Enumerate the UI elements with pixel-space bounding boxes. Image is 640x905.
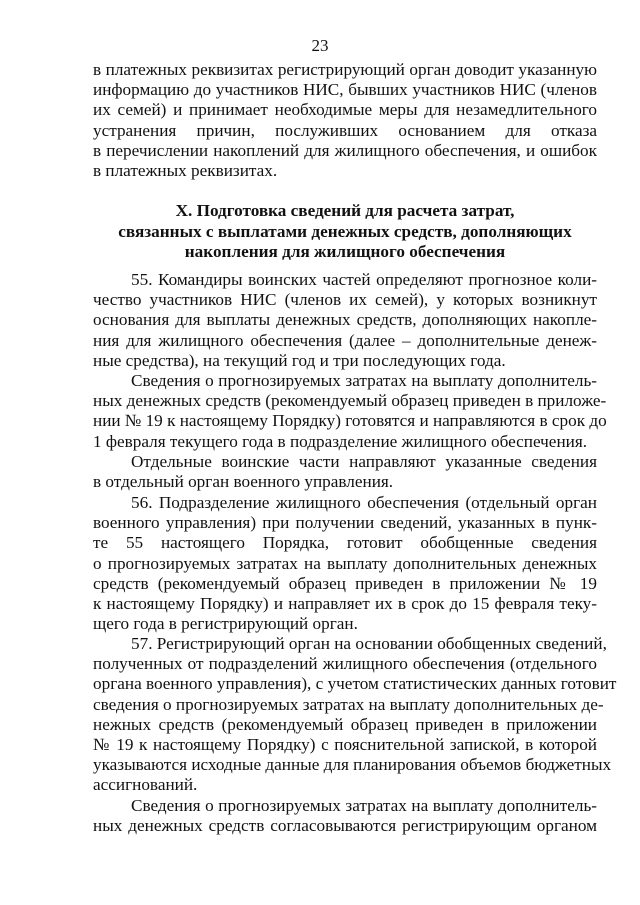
paragraph-55-separate-units — [93, 452, 597, 492]
text-line: о прогнозируемых затратах на выплату дополнительных денежных — [93, 553, 597, 573]
heading-line: накопления для жилищного обеспечения — [184, 242, 506, 261]
text-line: в платежных реквизитах регистрирующий орган доводит указанную — [93, 60, 597, 79]
heading-line: X. Подготовка сведений для расчета затрат, — [175, 201, 515, 220]
text-line: ные средства), на текущий год и три последующих года. — [93, 350, 506, 370]
heading-line: связанных с выплатами денежных средств, дополняющих — [118, 221, 572, 241]
text-line: № 19 к настоящему Порядку) с пояснительной запиской, в которой — [93, 735, 597, 755]
text-line: в отдельный орган военного управления. — [93, 472, 394, 492]
text-line: ассигнований. — [93, 775, 198, 795]
text-line: основания для выплаты денежных средств, дополняющих накопле- — [93, 310, 597, 330]
paragraph-57 — [93, 634, 617, 796]
paragraph-56 — [93, 493, 597, 634]
text-line: нии № 19 к настоящему Порядку) готовятся и направляются в срок до — [93, 411, 607, 431]
text-line: их семей) и принимает необходимые меры для незамедлительного — [93, 100, 597, 120]
text-line: военного управления) при получении сведений, указанных в пунк- — [93, 513, 597, 533]
text-line: ния для жилищного обеспечения (далее – дополнительные денеж- — [93, 330, 597, 350]
paragraph-55-forecast-info — [93, 371, 607, 452]
text-line: устранения причин, послуживших основанием для отказа — [93, 120, 597, 140]
text-line: в платежных реквизитах. — [93, 161, 278, 181]
text-line: 56. Подразделение жилищного обеспечения (отдельный орган — [131, 493, 597, 512]
text-line: информацию до участников НИС, бывших участников НИС (членов — [93, 80, 597, 100]
text-line: Сведения о прогнозируемых затратах на выплату дополнитель- — [131, 371, 597, 390]
text-line: чество участников НИС (членов их семей), у которых возникнут — [93, 290, 597, 310]
text-line: в перечислении накоплений для жилищного обеспечения, и ошибок — [93, 140, 597, 160]
text-line: нежных средств (рекомендуемый образец приведен в приложении — [93, 714, 597, 734]
text-line: Отдельные воинские части направляют указанные сведения — [131, 452, 597, 471]
text-line: щего года в регистрирующий орган. — [93, 614, 358, 634]
intro-paragraph — [93, 60, 597, 181]
text-line: Сведения о прогнозируемых затратах на выплату дополнитель- — [131, 796, 597, 815]
text-line: 55. Командиры воинских частей определяют прогнозное коли- — [131, 270, 597, 289]
text-line: к настоящему Порядку) и направляет их в срок до 15 февраля теку- — [93, 594, 597, 614]
text-line: средств (рекомендуемый образец приведен в приложении № 19 — [93, 573, 597, 593]
text-line: 1 февраля текущего года в подразделение жилищного обеспечения. — [93, 431, 588, 451]
text-line: ных денежных средств (рекомендуемый образец приведен в приложе- — [93, 391, 607, 411]
text-line: органа военного управления), с учетом статистических данных готовит — [93, 674, 617, 694]
section-heading — [90, 201, 600, 263]
text-line: 57. Регистрирующий орган на основании обобщенных сведений, — [131, 634, 607, 653]
text-line: указываются исходные данные для планирования объемов бюджетных — [93, 755, 612, 775]
text-line: ных денежных средств согласовываются регистрирующим органом — [93, 816, 597, 836]
page-number: 23 — [311, 36, 329, 55]
paragraph-55 — [93, 270, 597, 371]
text-line: те 55 настоящего Порядка, готовит обобщенные сведения — [93, 533, 597, 553]
paragraph-57-agreement — [93, 796, 597, 836]
text-line: сведения о прогнозируемых затратах на выплату дополнительных де- — [93, 694, 604, 714]
text-line: полученных от подразделений жилищного обеспечения (отдельного — [93, 654, 597, 674]
